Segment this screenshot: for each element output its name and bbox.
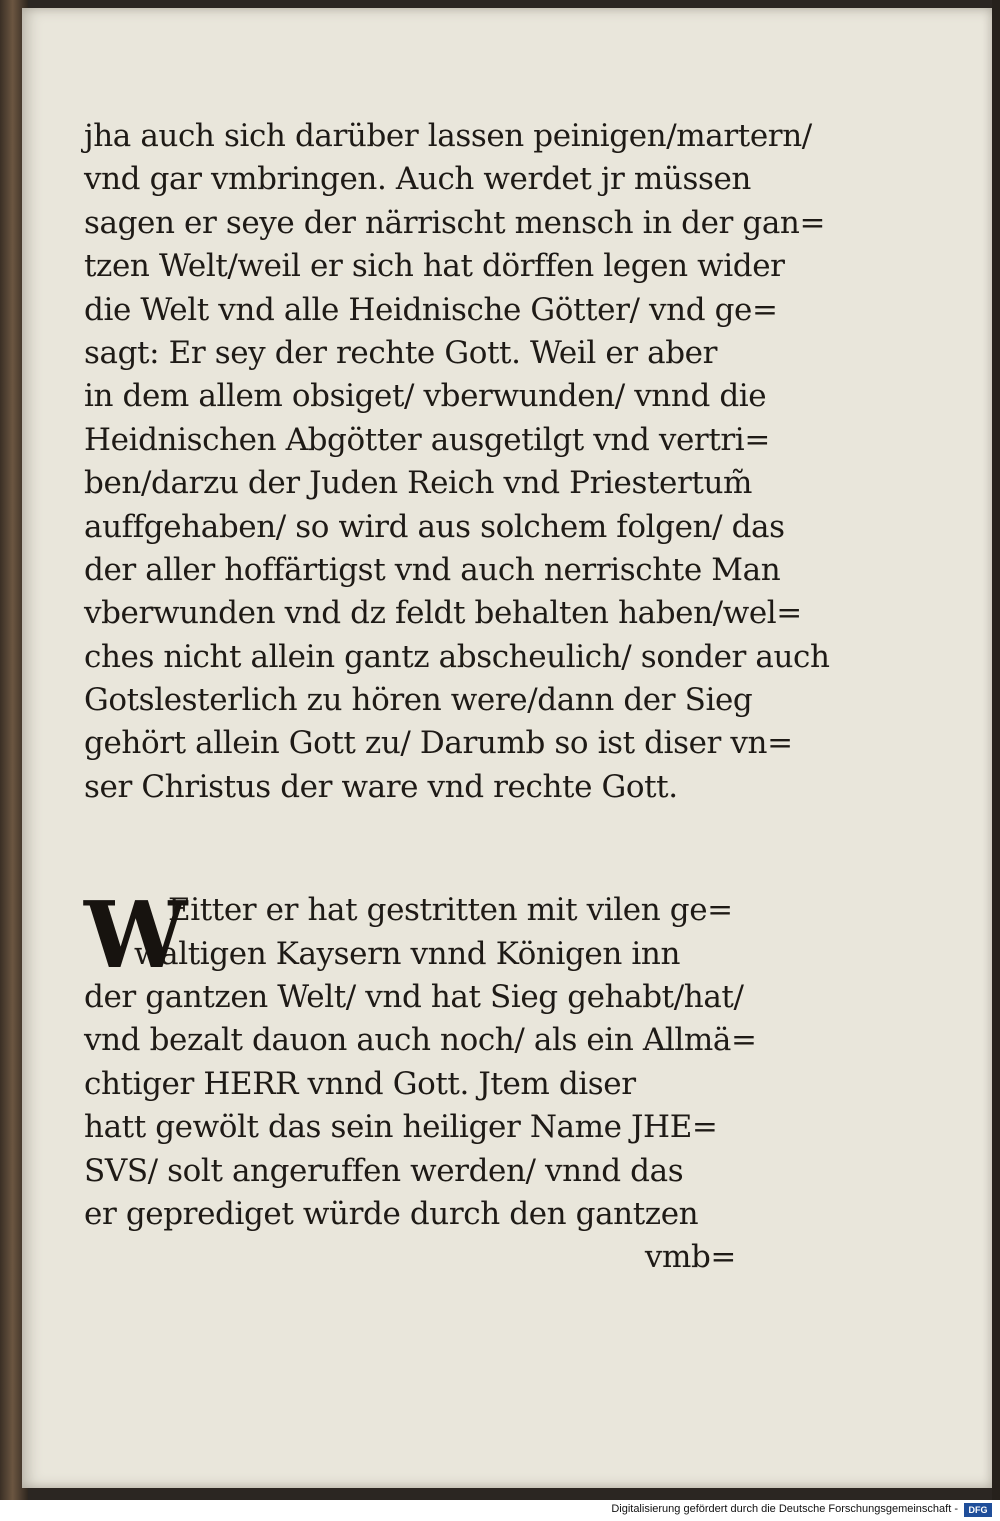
text-line: sagen er seye der närrischt mensch in der gan= [84,204,826,241]
page-text-block [84,115,830,1280]
text-line: auffgehaben/ so wird aus solchem folgen/ das [84,508,785,545]
text-line: hatt gewölt das sein heiliger Name JHE= [84,1109,718,1146]
text-line: SVS/ solt angeruffen werden/ vnnd das [84,1152,684,1189]
paragraph-1 [84,115,830,809]
text-line: gehört allein Gott zu/ Darumb so ist diser vn= [84,725,793,762]
text-line: die Welt vnd alle Heidnische Götter/ vnd ge= [84,291,778,328]
text-line: vberwunden vnd dz feldt behalten haben/wel= [84,595,802,632]
text-line: sagt: Er sey der rechte Gott. Weil er aber [84,334,718,371]
decorated-initial-letter: W [84,881,188,990]
text-line: ser Christus der ware vnd rechte Gott. [84,768,678,805]
dfg-logo: DFG [964,1503,992,1517]
digitization-footer [0,1500,1000,1521]
page-right-edge [992,0,1000,1500]
dfg-credit-text: Digitalisierung gefördert durch die Deutsche Forschungsgemeinschaft - [611,1503,958,1515]
text-line: Heidnischen Abgötter ausgetilgt vnd vertri= [84,421,770,458]
paragraph-2 [84,881,757,1236]
text-line: in dem allem obsiget/ vberwunden/ vnnd die [84,378,767,415]
text-line: er geprediget würde durch den gantzen [84,1195,699,1232]
text-line: Gotslesterlich zu hören were/dann der Sieg [84,682,753,719]
text-line: Eitter er hat gestritten mit vilen ge= [168,892,733,929]
catchword: vmb= [644,1239,736,1276]
text-line: waltigen Kaysern vnnd Königen inn [134,935,681,972]
text-line: ches nicht allein gantz abscheulich/ sonder auch [84,638,830,675]
text-line: ben/darzu der Juden Reich vnd Priestertum̃ [84,465,753,502]
text-line: vnd gar vmbringen. Auch werdet jr müssen [84,161,751,198]
text-line: chtiger HERR vnnd Gott. Jtem diser [84,1065,636,1102]
text-line: tzen Welt/weil er sich hat dörffen legen wider [84,248,785,285]
text-line: vnd bezalt dauon auch noch/ als ein Allmä= [84,1022,757,1059]
text-line: der aller hoffärtigst vnd auch nerrischte Man [84,551,781,588]
text-line: der gantzen Welt/ vnd hat Sieg gehabt/hat/ [84,979,744,1016]
text-line: jha auch sich darüber lassen peinigen/martern/ [84,118,812,154]
